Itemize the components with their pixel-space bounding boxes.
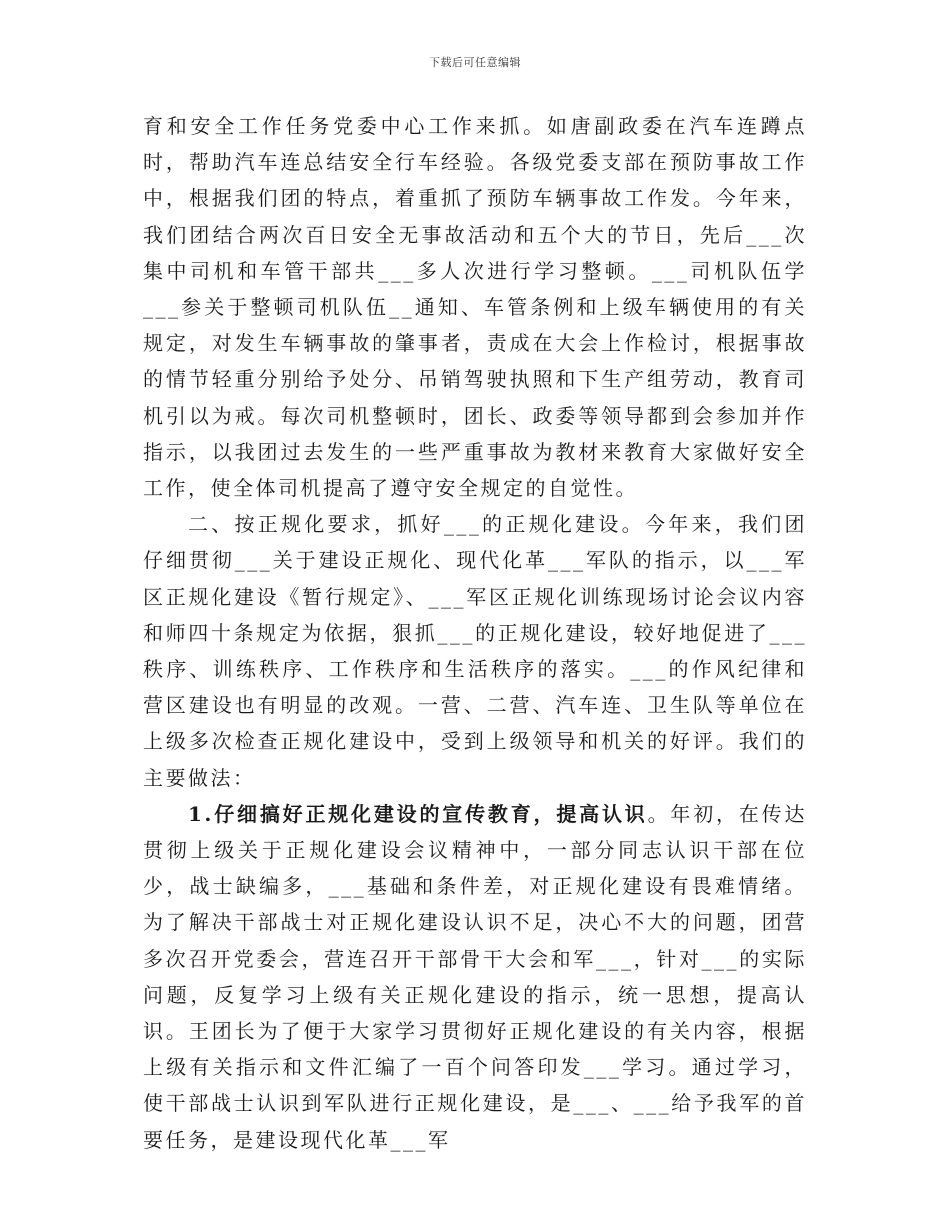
paragraph-2-text: 二、按正规化要求，抓好___的正规化建设。今年来，我们团仔细贯彻___关于建设正规化、现代化革___军队的指示，以___军区正规化建设《暂行规定》、___军区正规化训练现场讨论会议内容和师四十条规定为依据，狠抓___的正规化建设，较好地促进了___秩序、训练秩序、工作秩序和生活秩序的落实。___的作风纪律和营区建设也有明显的改观。一营、二营、汽车连、卫生队等单位在上级多次检查正规化建设中，受到上级领导和机关的好评。我们的主要做法：: [143, 512, 807, 790]
paragraph-3-heading: 1.仔细搞好正规化建设的宣传教育，提高认识: [188, 801, 648, 826]
page-header: 下载后可任意编辑: [429, 56, 521, 69]
paragraph-1-text: 育和安全工作任务党委中心工作来抓。如唐副政委在汽车连蹲点时，帮助汽车连总结安全行车经验。各级党委支部在预防事故工作中，根据我们团的特点，着重抓了预防车辆事故工作发。今年来，我们团结合两次百日安全无事故活动和五个大的节日，先后___次集中司机和车管干部共___多人次进行学习整顿。___司机队伍学___参关于整顿司机队伍__通知、车管条例和上级车辆使用的有关规定，对发生车辆事故的肇事者，责成在大会上作检讨，根据事故的情节轻重分别给予处分、吊销驾驶执照和下生产组劳动，教育司机引以为戒。每次司机整顿时，团长、政委等领导都到会参加并作指示，以我团过去发生的一些严重事故为教材来教育大家做好安全工作，使全体司机提高了遵守安全规定的自觉性。: [143, 114, 807, 501]
paragraph-3-text: 。年初，在传达贯彻上级关于正规化建设会议精神中，一部分同志认识干部在位少，战士缺编多，___基础和条件差，对正规化建设有畏难情绪。为了解决干部战士对正规化建设认识不足，决心不大的问题，团营多次召开党委会，营连召开干部骨干大会和军___，针对___的实际问题，反复学习上级有关正规化建设的指示，统一思想，提高认识。王团长为了便于大家学习贯彻好正规化建设的有关内容，根据上级有关指示和文件汇编了一百个问答印发___学习。通过学习，使干部战士认识到军队进行正规化建设，是___、___给予我军的首要任务，是建设现代化革___军: [143, 801, 807, 1152]
paragraph-2: [143, 506, 807, 796]
document-body: [143, 108, 807, 1158]
paragraph-1: [143, 108, 807, 506]
paragraph-3: [143, 796, 807, 1158]
